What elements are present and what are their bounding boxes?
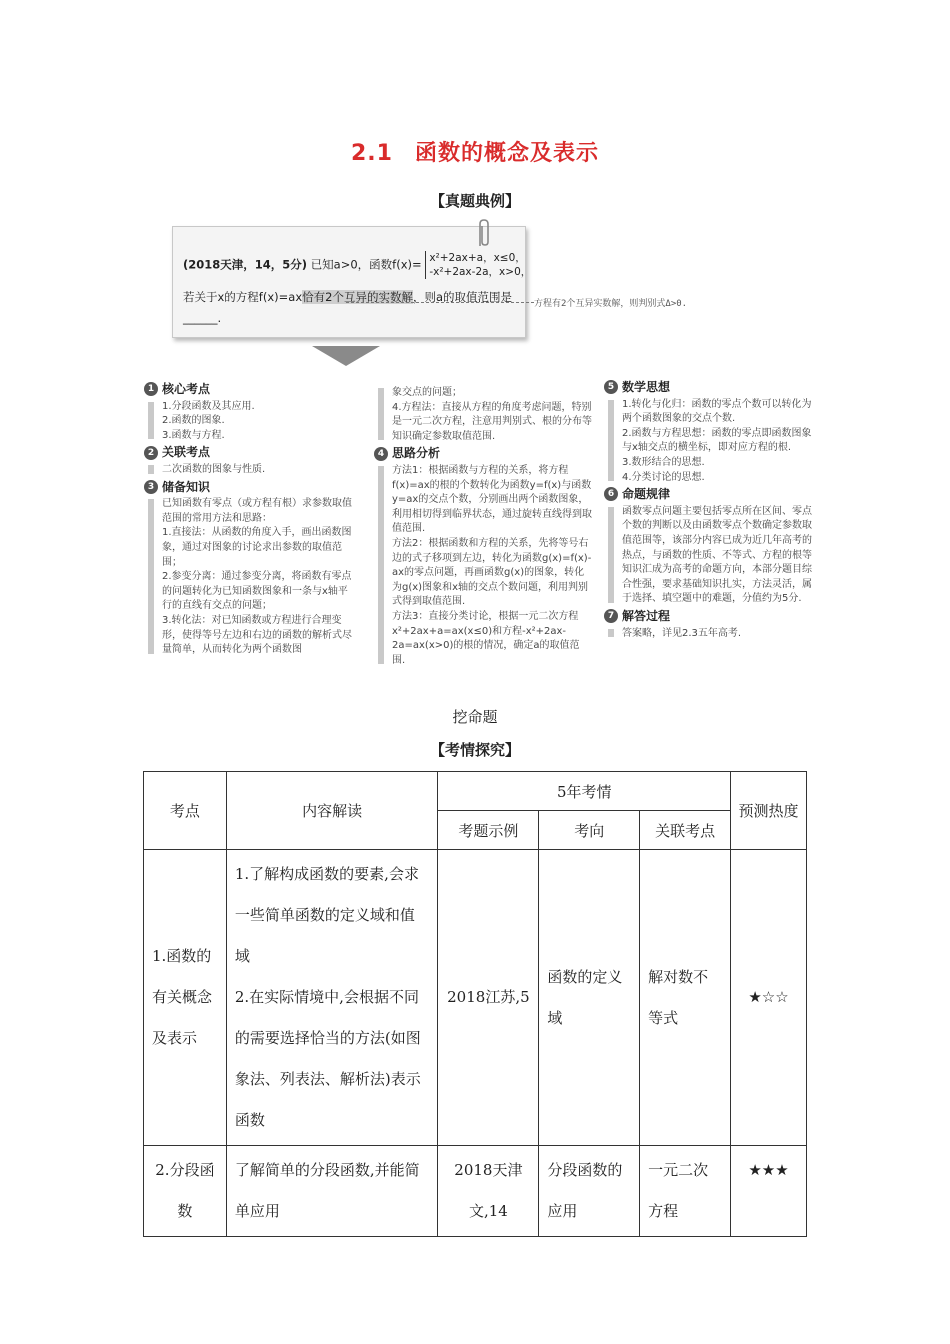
table-row (144, 1146, 807, 1237)
cell-example: 2018江苏,5 (438, 850, 539, 1146)
page-title: 2.1 函数的概念及表示 (351, 141, 599, 166)
step-3-icon: 3 (144, 480, 158, 494)
step-6-icon: 6 (604, 487, 618, 501)
table-row (144, 850, 807, 1146)
header-example: 考题示例 (438, 811, 539, 850)
down-arrow-icon (312, 346, 380, 366)
cell-forecast: ★☆☆ (731, 850, 807, 1146)
cell-related: 解对数不等式 (640, 850, 731, 1146)
cell-point: 2.分段函数 (144, 1146, 227, 1237)
step-1-icon: 1 (144, 382, 158, 396)
header-direction: 考向 (539, 811, 640, 850)
header-point: 考点 (144, 772, 227, 850)
header-related: 关联考点 (640, 811, 731, 850)
header-content: 内容解读 (226, 772, 438, 850)
exam-analysis-table (143, 771, 807, 1237)
analysis-column-3: 5 数学思想 1.转化与化归：函数的零点个数可以转化为两个函数图象的交点个数. 2.函数与方程思想：函数的零点即函数图象与x轴交点的横坐标，即对应方程的根. 3.数形结合的思想. 4.分类讨论的思想. 6 命题规律 函数零点问题主要包括零点所在区间、零点个数的判断以及由函数零点个数确定参数取值范围等，该部分内容已成为近几年高考的热点，与函数的性质、不等式、方程的根等知识汇成为高考的命题方向，本部分题目综合性强，要求基础知识扎实，方法灵活，属于选择、填空题中的难题，分值约为5分. 7 解答过程 答案略，详见2.3五年高考. (604, 378, 816, 641)
step-5-icon: 5 (604, 380, 618, 394)
cell-content: 1.了解构成函数的要素,会求一些简单函数的定义域和值域 2.在实际情境中,会根据不同的需要选择恰当的方法(如图象法、列表法、解析法)表示函数 (226, 850, 438, 1146)
example-card: (2018天津，14，5分) 已知a>0，函数f(x)= x²+2ax+a，x≤0， -x²+2ax-2a，x>0， 若关于x的方程f(x)=ax恰有2个互异的实数解，则a的取值范围是 ______. (172, 226, 526, 338)
cell-direction: 函数的定义域 (539, 850, 640, 1146)
cell-point: 1.函数的有关概念及表示 (144, 850, 227, 1146)
highlighted-condition: 恰有2个互异的实数解 (302, 290, 413, 304)
header-forecast: 预测热度 (731, 772, 807, 850)
step-2-icon: 2 (144, 446, 158, 460)
cell-example: 2018天津文,14 (438, 1146, 539, 1237)
step-4-icon: 4 (374, 447, 388, 461)
example-stem: 已知a>0，函数f(x)= (310, 257, 422, 272)
analysis-column-2: 象交点的问题； 4.方程法：直接从方程的角度考虑问题，特别是一元二次方程，注意用判别式、根的分布等知识确定参数取值范围. 4 思路分析 方法1：根据函数与方程的关系，将方程f(x)=ax的根的个数转化为函数y=f(x)与函数y=ax的交点个数，分别画出两个函数图象，利用相切得到临界状态，通过旋转直线得到取值范围. 方法2：根据函数和方程的关系，先将等号右边的式子移项到左边，转化为函数g(x)=f(x)-ax的零点问题，再画函数g(x)的图象，转化为g(x)图象和x轴的交点个数问题，利用判别式得到取值范围. 方法3：直接分类讨论，根据一元二次方程x²+2ax+a=ax(x≤0)和方程-x²+2ax-2a=ax(x>0)的根的情况，确定a的取值范围. (374, 386, 592, 668)
example-source: (2018天津，14，5分) (183, 257, 308, 272)
cell-related: 一元二次方程 (640, 1146, 731, 1237)
cell-content: 了解简单的分段函数,并能简单应用 (226, 1146, 438, 1237)
step-7-icon: 7 (604, 609, 618, 623)
answer-blank: ______. (183, 311, 222, 325)
handwritten-annotation: 方程有2个互异实数解，则判别式Δ>0. (534, 299, 688, 309)
cell-forecast: ★★★ (731, 1146, 807, 1237)
analysis-column-1: 1 核心考点 1.分段函数及其应用. 2.函数的图象. 3.函数与方程. 2 关联考点 二次函数的图象与性质. 3 储备知识 已知函数有零点（或方程有根）求参数取值范围的常用方法和思路： 1.直接法：从函数的角度入手，画出函数图象，通过对图象的讨论求出参数的取值范围； 2.参变分离：通过参变分离，将函数有零点的问题转化为已知函数图象和一条与x轴平行的直线有交点的问题； 3.转化法：对已知函数或方程进行合理变形，使得等号左边和右边的函数的解析式尽量简单，从而转化为两个函数图 (144, 380, 354, 658)
header-five-years: 5年考情 (438, 772, 731, 811)
section-heading-examples: 【真题典例】 (429, 192, 520, 210)
cell-direction: 分段函数的应用 (539, 1146, 640, 1237)
piecewise-function: x²+2ax+a，x≤0， -x²+2ax-2a，x>0， (425, 251, 531, 279)
annotation-leader-line (346, 302, 534, 303)
subtitle: 挖命题 (452, 708, 498, 726)
paperclip-icon (474, 218, 494, 248)
section-heading-exam-analysis: 【考情探究】 (429, 741, 520, 759)
